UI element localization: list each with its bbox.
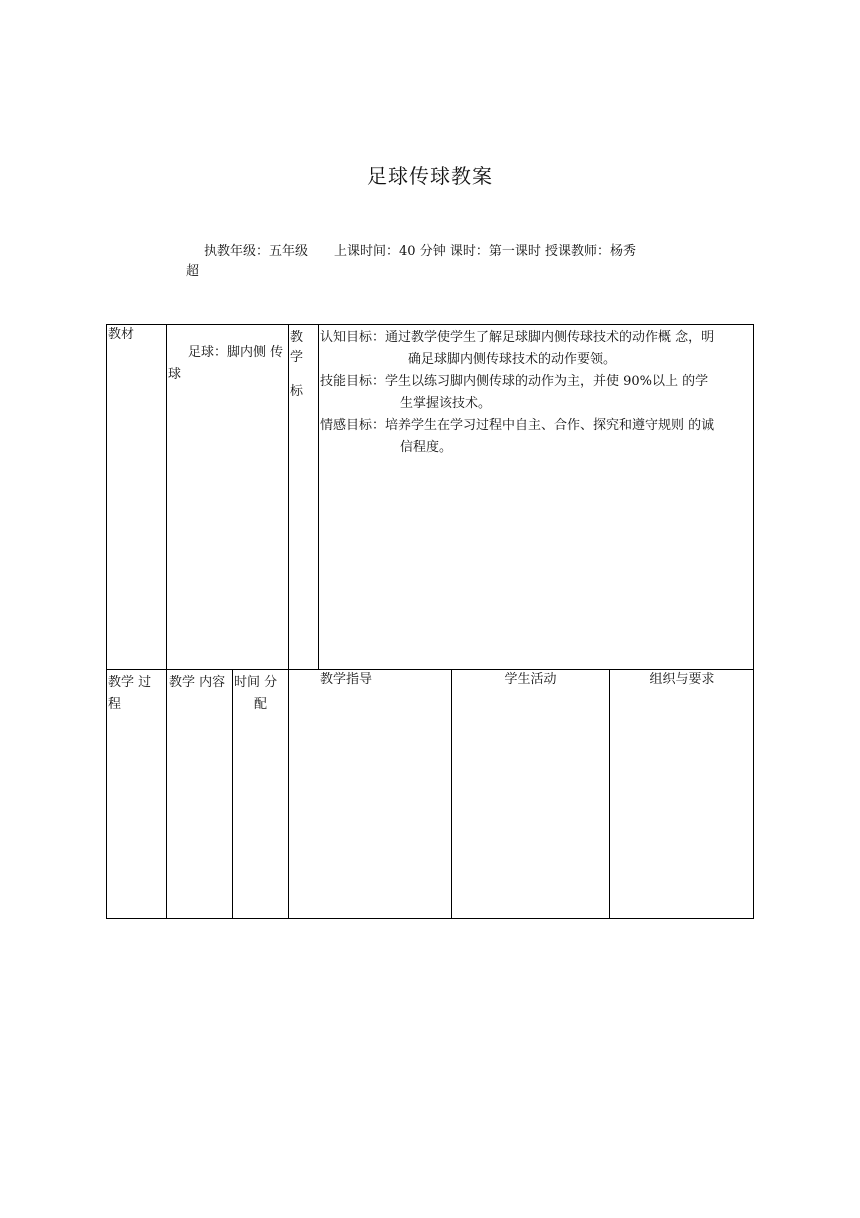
objective-line: 生掌握该技术。 — [400, 396, 492, 411]
lesson-info-line — [186, 242, 686, 262]
table-col-divider — [451, 669, 452, 919]
header-time-line: 时间 分 — [234, 675, 278, 690]
process-label-line: 教学 过 — [108, 675, 152, 690]
lesson-info — [186, 242, 686, 282]
page-title: 足球传球教案 — [367, 164, 493, 188]
objective-line: 技能目标：学生以练习脚内侧传球的动作为主，并使 90%以上 的学 — [320, 374, 709, 389]
objective-line: 情感目标：培养学生在学习过程中自主、合作、探究和遵守规则 的诚 — [320, 418, 715, 433]
material-value — [168, 342, 288, 386]
material-value-line: 足球：脚内侧 传 — [188, 345, 284, 360]
table-col-divider — [609, 669, 610, 919]
table-col-divider — [318, 324, 319, 669]
objectives-label-char: 教 — [290, 330, 304, 345]
grade-text: 执教年级：五年级 — [204, 244, 309, 259]
objective-line: 认知目标：通过教学使学生了解足球脚内侧传球技术的动作概 念，明 — [320, 330, 715, 345]
table-col-divider — [288, 669, 289, 919]
objectives-list — [320, 327, 754, 459]
lesson-text: 课时：第一课时 — [449, 244, 541, 259]
process-label — [108, 672, 164, 716]
objectives-label-char: 标 — [290, 384, 304, 399]
teacher-text-wrap: 超 — [186, 264, 200, 279]
duration-text: 上课时间：40 分钟 — [334, 244, 446, 259]
header-time — [234, 672, 288, 716]
table-col-divider — [288, 324, 289, 669]
material-value-line: 球 — [168, 367, 182, 382]
header-guidance: 教学指导 — [320, 672, 373, 687]
header-organization: 组织与要求 — [649, 672, 715, 687]
teacher-text: 授课教师：杨秀 — [545, 244, 637, 259]
objective-line: 信程度。 — [400, 440, 453, 455]
process-label-line: 程 — [108, 697, 122, 712]
header-time-line: 配 — [254, 697, 268, 712]
objectives-label — [290, 328, 316, 402]
header-content: 教学 内容 — [169, 675, 226, 690]
objective-line: 确足球脚内侧传球技术的动作要领。 — [408, 352, 617, 367]
table-col-divider — [232, 669, 233, 919]
table-col-divider — [166, 324, 167, 669]
objectives-label-char: 学 — [290, 350, 304, 365]
header-student: 学生活动 — [504, 672, 557, 687]
material-label: 教材 — [108, 327, 135, 342]
table-col-divider — [166, 669, 167, 919]
